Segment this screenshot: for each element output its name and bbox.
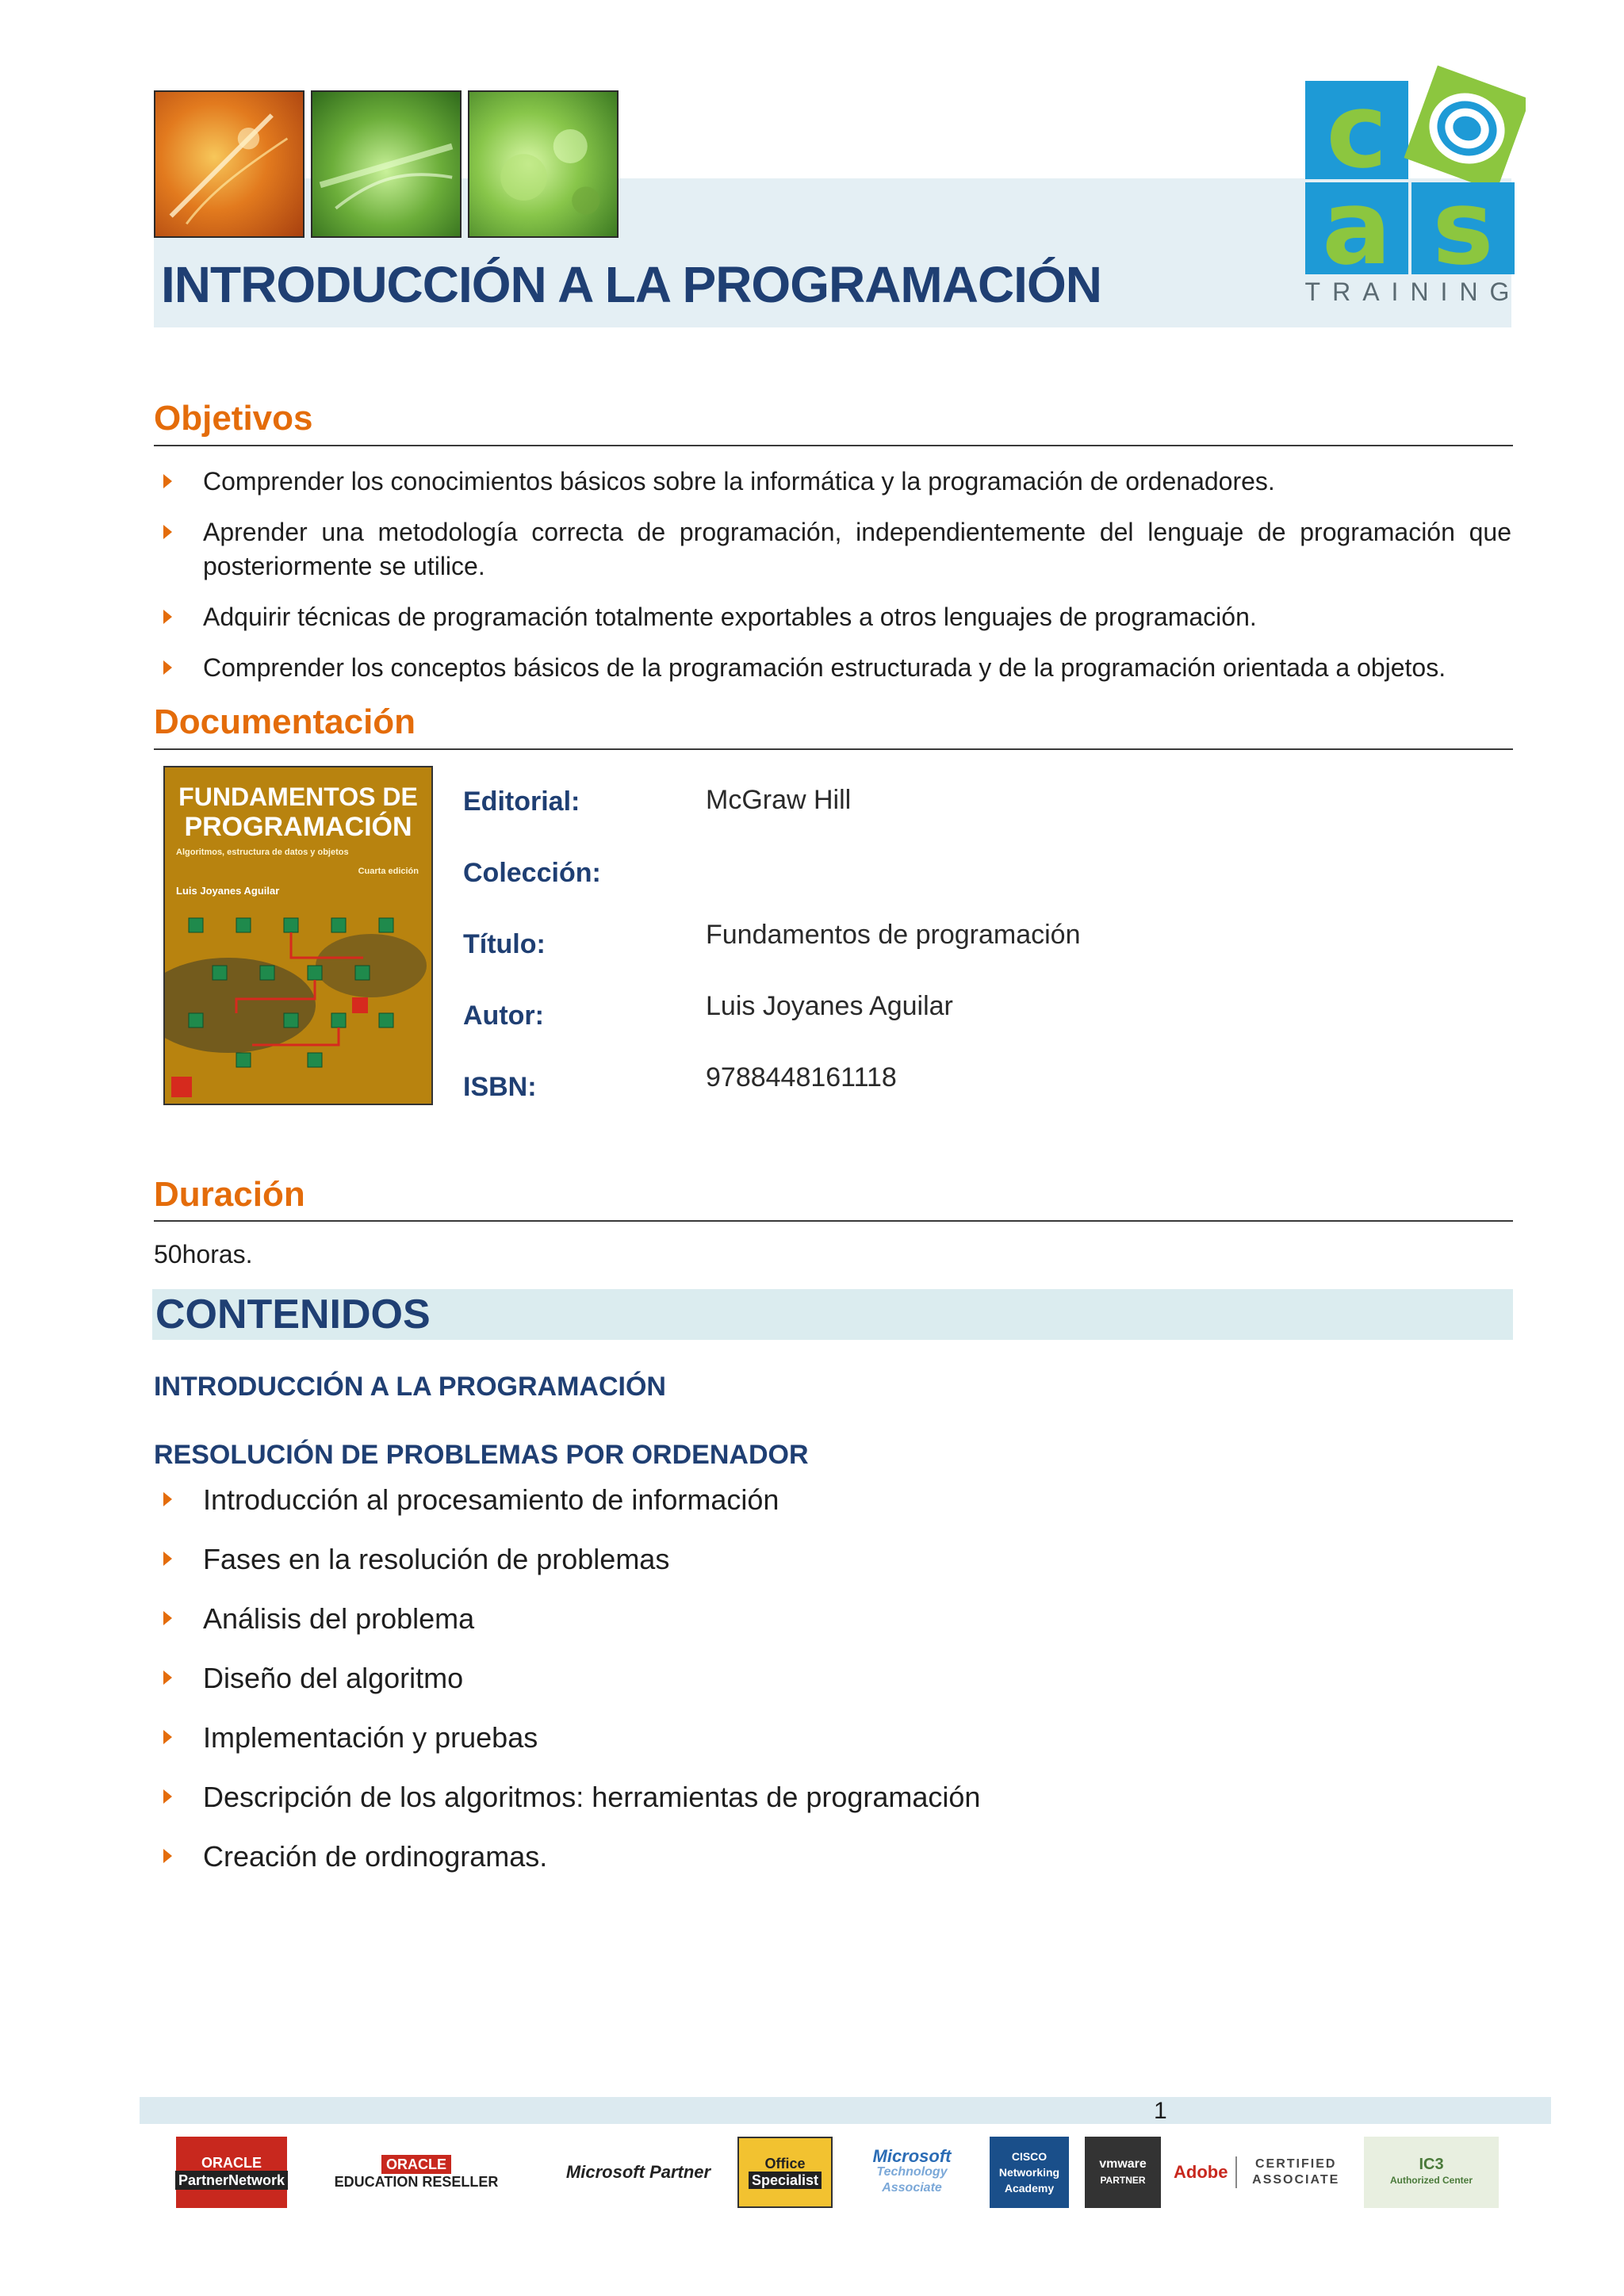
- list-item: Aprender una metodología correcta de programación, independientemente del lenguaje de programación que posteriormente se utilice.: [163, 515, 1511, 584]
- logo-subtitle: TRAINING: [1304, 277, 1522, 306]
- footer-band: [140, 2097, 1551, 2124]
- list-item: Introducción al procesamiento de información: [163, 1481, 1511, 1519]
- editorial-label: Editorial:: [463, 786, 580, 817]
- microsoft-partner-logo: Microsoft Partner: [565, 2162, 711, 2182]
- header-photo-1: [154, 90, 304, 238]
- editorial-value: McGraw Hill: [706, 785, 852, 815]
- vmware-partner-logo: vmware PARTNER: [1085, 2137, 1161, 2208]
- titulo-value: Fundamentos de programación: [706, 920, 1081, 950]
- list-item: Comprender los conocimientos básicos sobre la informática y la programación de ordenadores.: [163, 465, 1511, 499]
- objetivos-heading: Objetivos: [154, 399, 313, 438]
- list-item: Implementación y pruebas: [163, 1719, 1511, 1757]
- book-cover-title-1: FUNDAMENTOS DE: [178, 783, 418, 811]
- ic3-authorized-logo: IC3 Authorized Center: [1364, 2137, 1499, 2208]
- duracion-heading: Duración: [154, 1175, 305, 1214]
- microsoft-technology-associate-logo: Microsoft Technology Associate: [872, 2146, 952, 2195]
- isbn-label: ISBN:: [463, 1072, 537, 1102]
- abstract-figure-icon: [155, 92, 303, 236]
- contenidos-heading: CONTENIDOS: [155, 1292, 431, 1337]
- documentacion-rule: [154, 748, 1513, 750]
- objetivos-list: [163, 465, 1511, 702]
- leaf-icon: [312, 92, 460, 236]
- list-item: Creación de ordinogramas.: [163, 1838, 1511, 1876]
- autor-label: Autor:: [463, 1001, 544, 1031]
- book-cover-title-2: PROGRAMACIÓN: [184, 812, 412, 842]
- logo-letter-c: c: [1326, 71, 1388, 191]
- list-item: Descripción de los algoritmos: herramientas de programación: [163, 1778, 1511, 1816]
- moss-icon: [469, 92, 617, 236]
- page-title: INTRODUCCIÓN A LA PROGRAMACIÓN: [161, 256, 1101, 313]
- office-specialist-logo: Office Specialist: [737, 2137, 833, 2208]
- book-cover-edition: Cuarta edición: [358, 867, 419, 876]
- adobe-certified-logo: Adobe CERTIFIED ASSOCIATE: [1174, 2137, 1348, 2208]
- cisco-academy-logo: CISCO Networking Academy: [990, 2137, 1069, 2208]
- header-photo-2: [311, 90, 462, 238]
- titulo-label: Título:: [463, 929, 546, 959]
- list-item: Diseño del algoritmo: [163, 1659, 1511, 1697]
- book-cover-subtitle: Algoritmos, estructura de datos y objetos: [176, 848, 349, 857]
- duracion-value: 50horas.: [154, 1240, 253, 1269]
- contenidos-subheading-2: RESOLUCIÓN DE PROBLEMAS POR ORDENADOR: [154, 1440, 809, 1470]
- list-item: Análisis del problema: [163, 1600, 1511, 1638]
- oracle-partner-network-logo: ORACLE PartnerNetwork: [176, 2137, 287, 2208]
- contenidos-list: [163, 1481, 1511, 1897]
- book-cover: [163, 766, 433, 1105]
- duracion-rule: [154, 1220, 1513, 1222]
- logo-letter-a: a: [1322, 167, 1392, 288]
- list-item: Fases en la resolución de problemas: [163, 1540, 1511, 1578]
- list-item: Adquirir técnicas de programación totalmente exportables a otros lenguajes de programación.: [163, 600, 1511, 634]
- oracle-education-logo: ORACLE EDUCATION RESELLER: [334, 2156, 499, 2190]
- cas-training-logo: [1304, 55, 1526, 309]
- coleccion-label: Colección:: [463, 858, 601, 888]
- book-cover-author: Luis Joyanes Aguilar: [176, 885, 280, 897]
- autor-value: Luis Joyanes Aguilar: [706, 991, 953, 1021]
- contenidos-subheading-1: INTRODUCCIÓN A LA PROGRAMACIÓN: [154, 1372, 666, 1402]
- header-photo-3: [468, 90, 619, 238]
- book-cover-art: [165, 767, 431, 1104]
- isbn-value: 9788448161118: [706, 1062, 897, 1093]
- list-item: Comprender los conceptos básicos de la programación estructurada y de la programación orientada a objetos.: [163, 651, 1511, 685]
- documentacion-heading: Documentación: [154, 702, 416, 741]
- objetivos-rule: [154, 445, 1513, 446]
- page-number: 1: [1154, 2098, 1167, 2124]
- logo-letter-s: s: [1432, 167, 1494, 288]
